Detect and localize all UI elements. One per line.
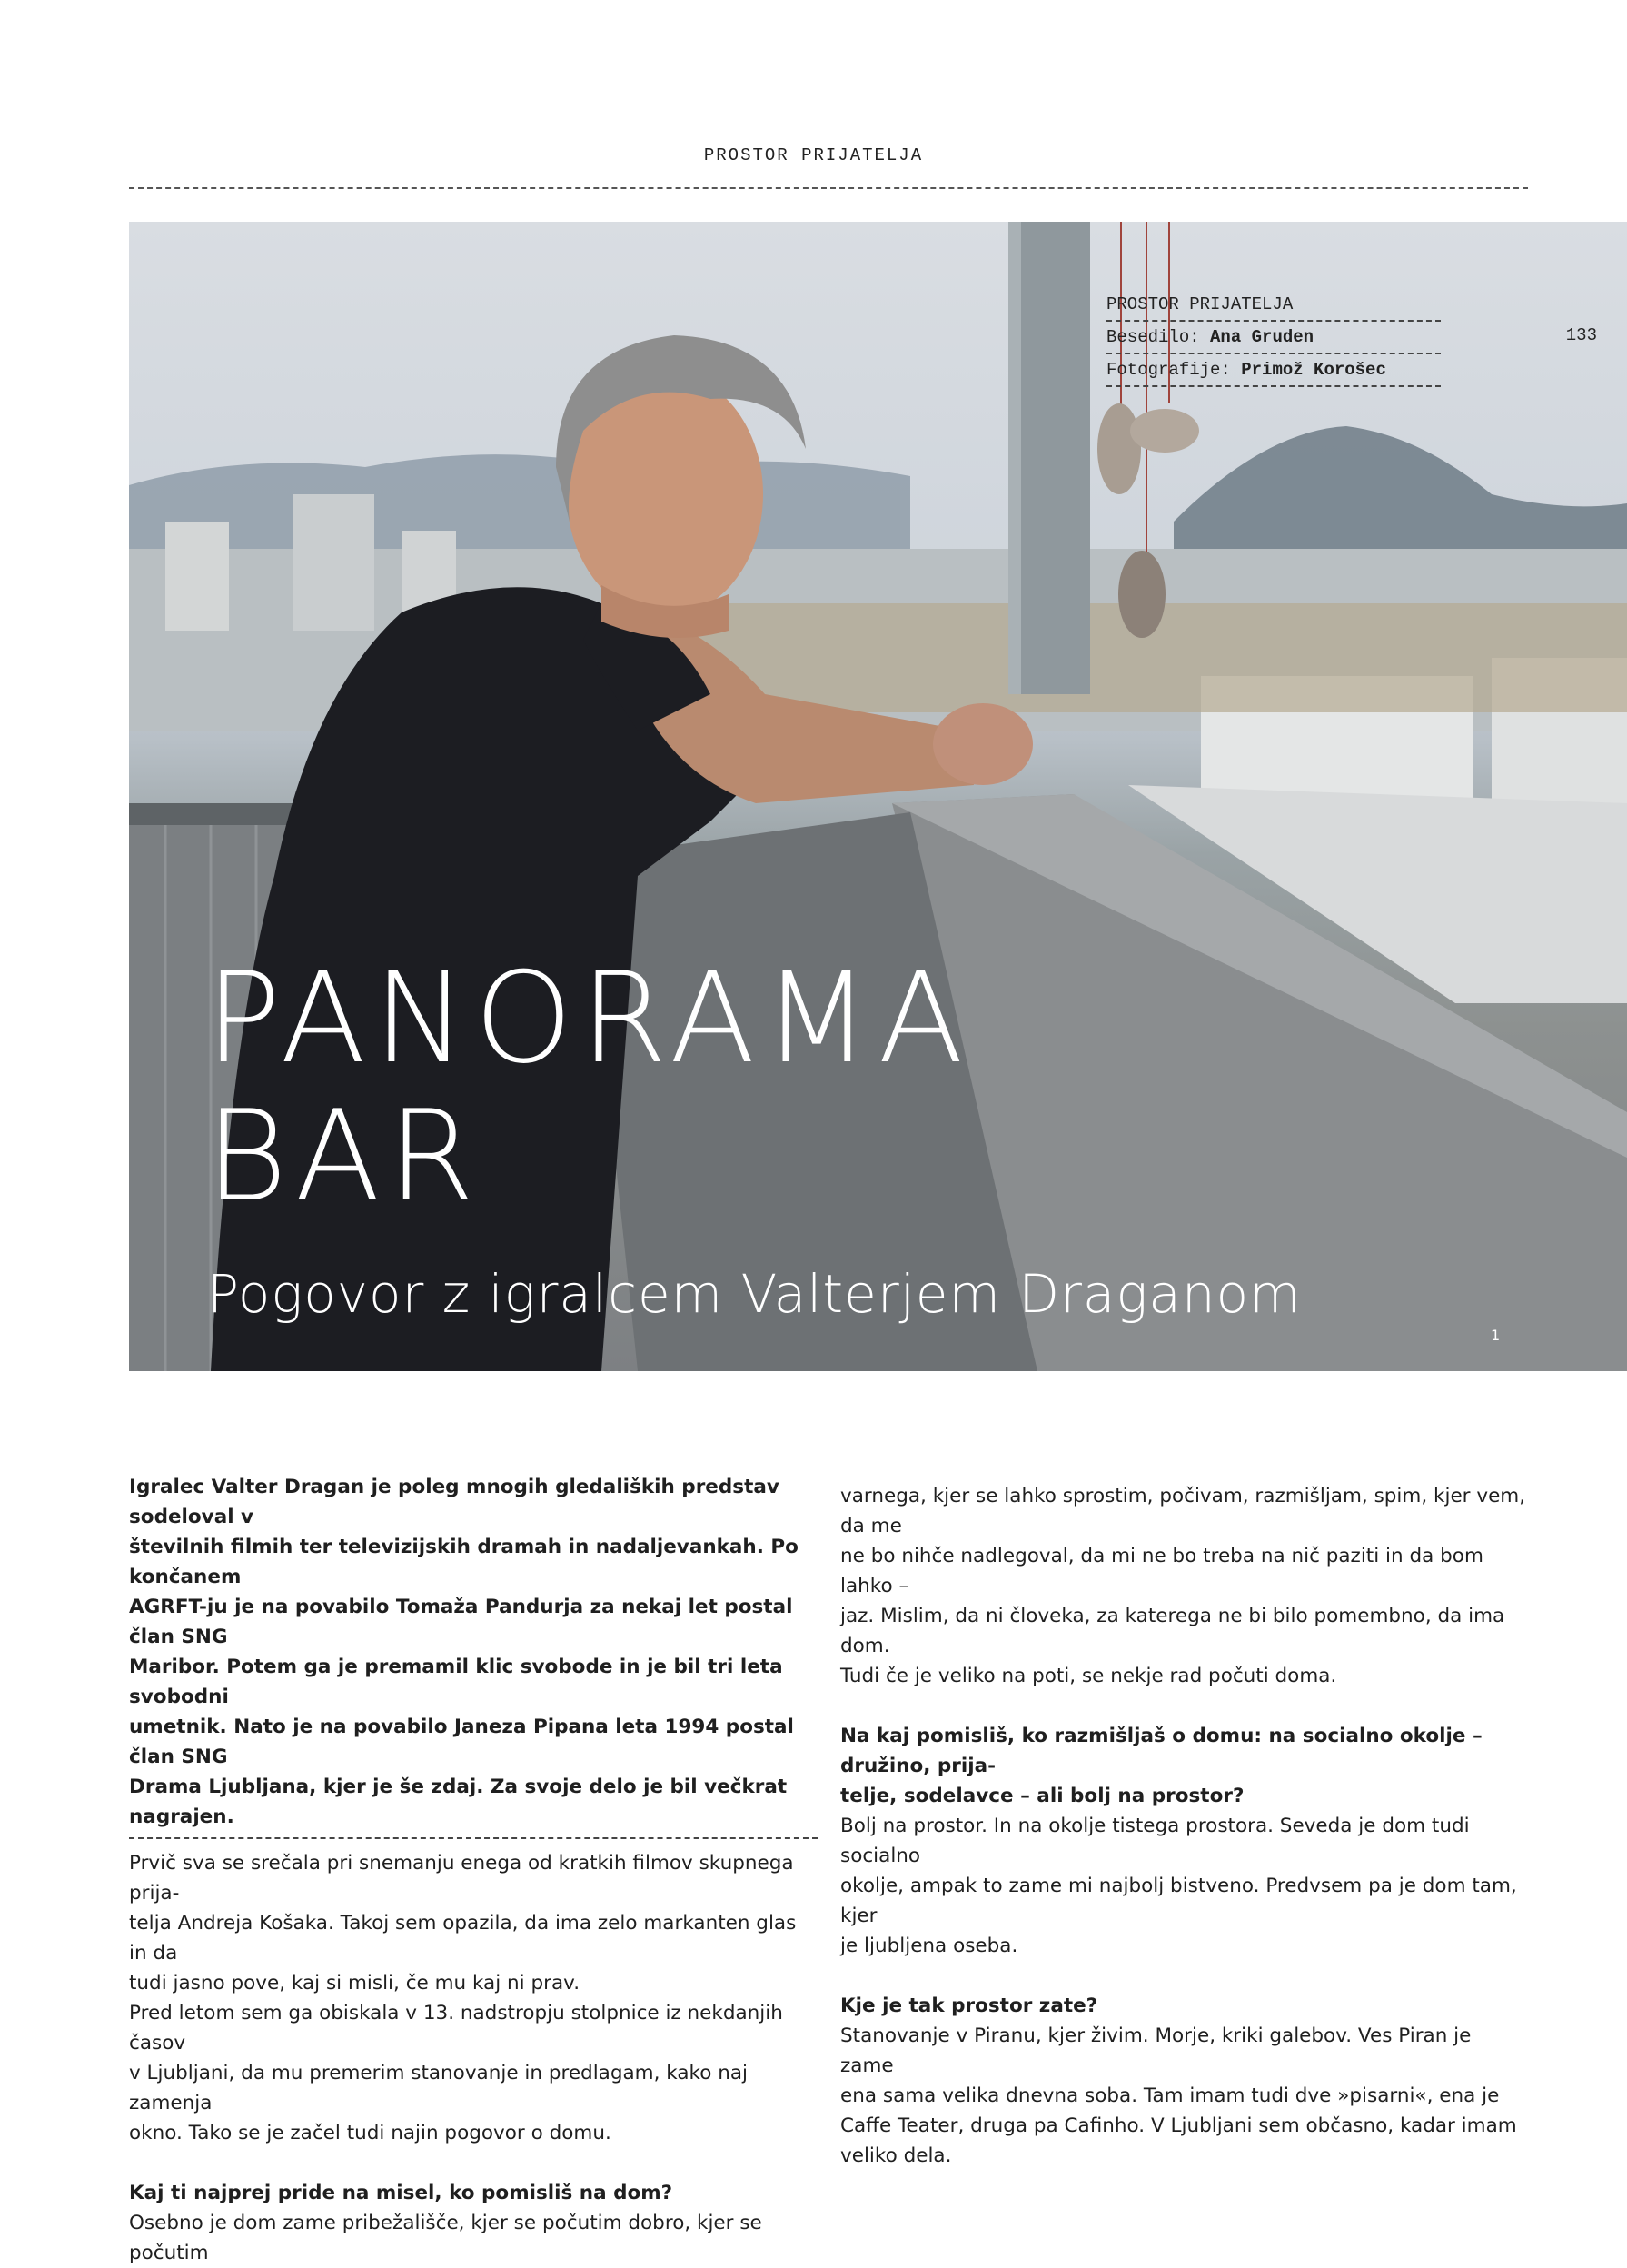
lead-line: Maribor. Potem ga je premamil klic svobode in je bil tri leta svobodni bbox=[129, 1656, 783, 1708]
answer-3-line: veliko dela. bbox=[840, 2144, 952, 2167]
answer-1-line: Tudi če je veliko na poti, se nekje rad počuti doma. bbox=[840, 1665, 1337, 1687]
article-column-left bbox=[129, 1472, 818, 2268]
article-title bbox=[205, 945, 971, 1229]
question-2-line: telje, sodelavce – ali bolj na prostor? bbox=[840, 1785, 1245, 1807]
lead-line: Igralec Valter Dragan je poleg mnogih gledaliških predstav sodeloval v bbox=[129, 1476, 779, 1528]
page-number: 133 bbox=[1565, 325, 1597, 345]
answer-2-line: Bolj na prostor. In na okolje tistega prostora. Seveda je dom tudi socialno bbox=[840, 1815, 1470, 1867]
article-column-right bbox=[840, 1481, 1529, 2171]
photo-credit bbox=[1106, 354, 1597, 385]
photo-credit-author: Primož Korošec bbox=[1241, 360, 1386, 380]
answer-2-line: okolje, ampak to zame mi najbolj bistveno. Predvsem pa je dom tam, kjer bbox=[840, 1875, 1517, 1927]
text-credit bbox=[1106, 322, 1597, 353]
lead-line: Drama Ljubljana, kjer je še zdaj. Za svoje delo je bil večkrat nagrajen. bbox=[129, 1776, 788, 1828]
answer-1-start: Osebno je dom zame pribežališče, kjer se počutim dobro, kjer se počutim bbox=[129, 2212, 762, 2264]
intro-line: telja Andreja Košaka. Takoj sem opazila, da ima zelo markanten glas in da bbox=[129, 1912, 797, 1965]
photo-credit-label: Fotografije: bbox=[1106, 360, 1231, 380]
lead-line: AGRFT-ju je na povabilo Tomaža Pandurja za nekaj let postal član SNG bbox=[129, 1596, 793, 1648]
credits-block bbox=[1106, 289, 1597, 387]
question-1: Kaj ti najprej pride na misel, ko pomisliš na dom? bbox=[129, 2182, 673, 2204]
answer-1-line: ne bo nihče nadlegoval, da mi ne bo treba na nič paziti in da bom lahko – bbox=[840, 1545, 1483, 1597]
running-head: PROSTOR PRIJATELJA bbox=[703, 145, 924, 165]
answer-1-line: varnega, kjer se lahko sprostim, počivam, razmišljam, spim, kjer vem, da me bbox=[840, 1485, 1526, 1537]
header-divider bbox=[129, 187, 1528, 189]
intro-line: v Ljubljani, da mu premerim stanovanje in predlagam, kako naj zamenja bbox=[129, 2062, 748, 2114]
article-title-line1: PANORAMA bbox=[205, 945, 971, 1091]
answer-3-line: Stanovanje v Piranu, kjer živim. Morje, kriki galebov. Ves Piran je zame bbox=[840, 2024, 1472, 2077]
answer-3-line: ena sama velika dnevna soba. Tam imam tudi dve »pisarni«, ena je bbox=[840, 2084, 1500, 2107]
question-2-line: Na kaj pomisliš, ko razmišljaš o domu: na socialno okolje – družino, prija- bbox=[840, 1725, 1483, 1777]
question-3: Kje je tak prostor zate? bbox=[840, 1994, 1098, 2017]
intro-line: okno. Tako se je začel tudi najin pogovor o domu. bbox=[129, 2122, 611, 2144]
lead-line: številnih filmih ter televizijskih dramah in nadaljevankah. Po končanem bbox=[129, 1536, 799, 1588]
answer-3-line: Caffe Teater, druga pa Cafinho. V Ljubljani sem občasno, kadar imam bbox=[840, 2114, 1517, 2137]
intro-line: Pred letom sem ga obiskala v 13. nadstropju stolpnice iz nekdanjih časov bbox=[129, 2002, 783, 2054]
answer-1-line: jaz. Mislim, da ni človeka, za katerega ne bi bilo pomembno, da ima dom. bbox=[840, 1605, 1505, 1657]
article-subtitle: Pogovor z igralcem Valterjem Draganom bbox=[207, 1263, 1302, 1325]
lead-divider bbox=[129, 1837, 818, 1839]
intro-line: Prvič sva se srečala pri snemanju enega od kratkih filmov skupnega prija- bbox=[129, 1852, 794, 1905]
credits-divider bbox=[1106, 385, 1441, 387]
text-credit-label: Besedilo: bbox=[1106, 327, 1200, 347]
photo-number: 1 bbox=[1491, 1327, 1501, 1344]
text-credit-author: Ana Gruden bbox=[1210, 327, 1314, 347]
credits-section: PROSTOR PRIJATELJA bbox=[1106, 294, 1294, 314]
intro-line: tudi jasno pove, kaj si misli, če mu kaj ni prav. bbox=[129, 1972, 580, 1994]
article-title-line2: BAR bbox=[205, 1083, 482, 1229]
answer-2-line: je ljubljena oseba. bbox=[840, 1935, 1018, 1957]
lead-line: umetnik. Nato je na povabilo Janeza Pipana leta 1994 postal član SNG bbox=[129, 1716, 794, 1768]
